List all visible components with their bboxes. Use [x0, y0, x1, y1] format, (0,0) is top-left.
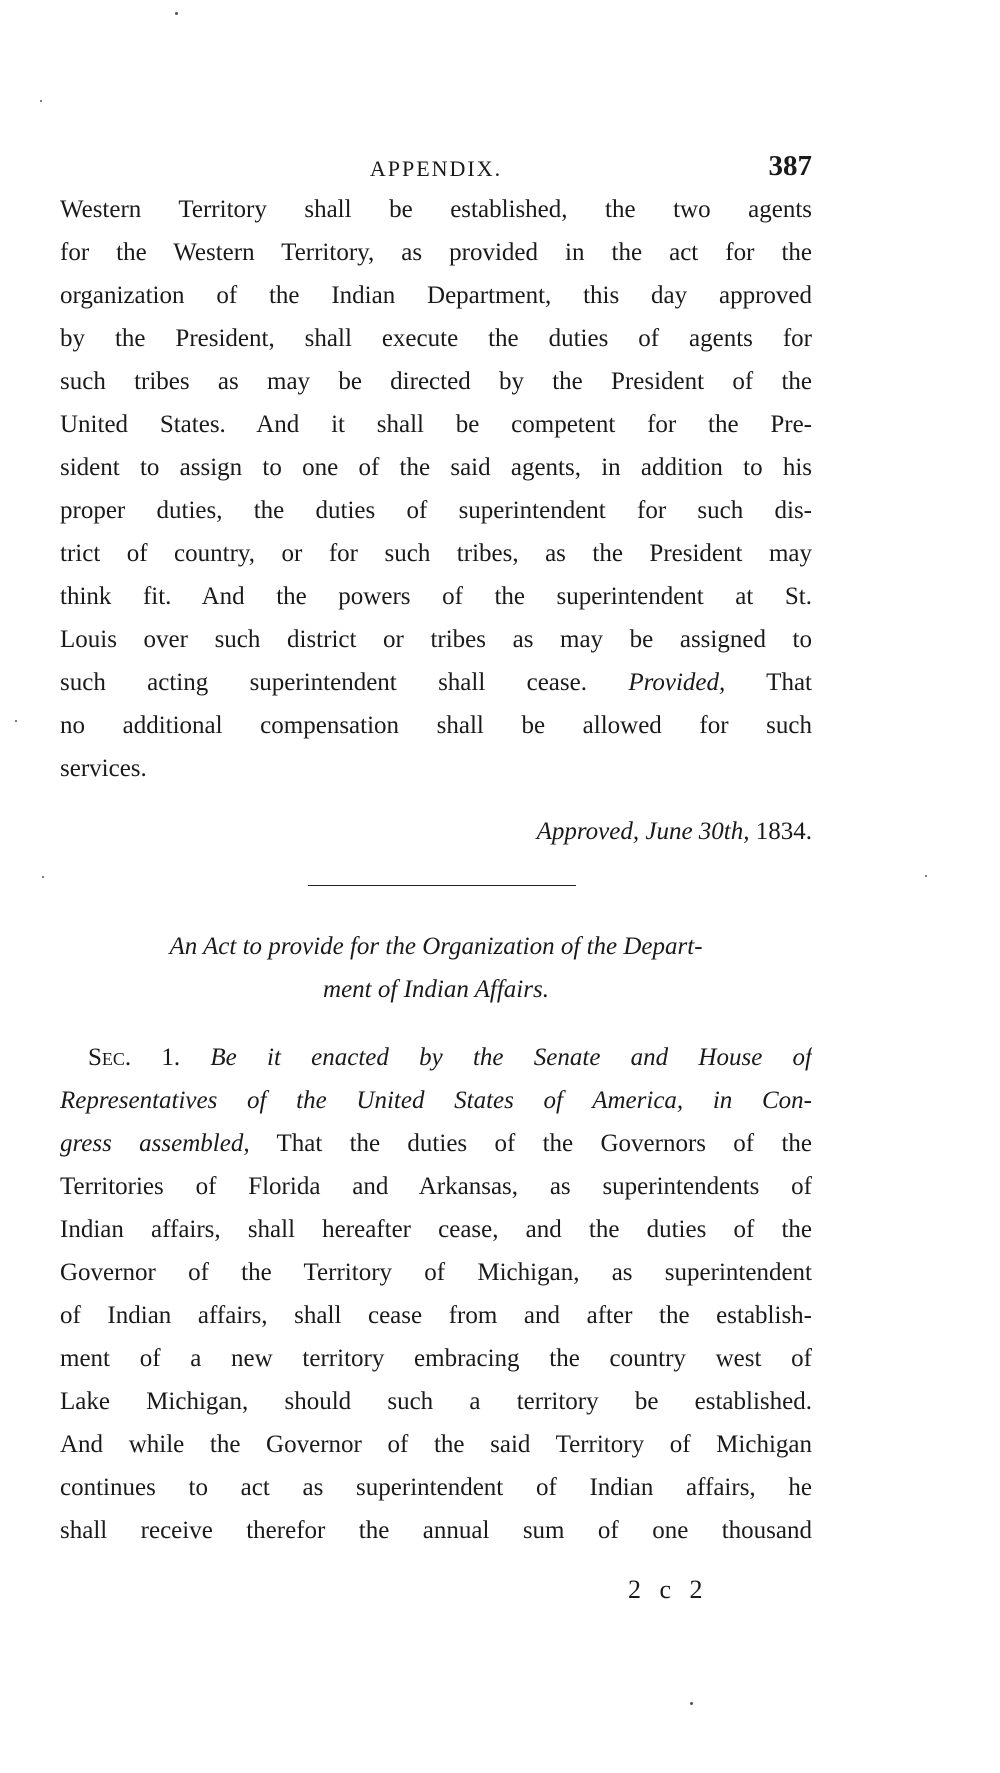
page-number: 387 [768, 150, 812, 182]
text-line: by the President, shall execute the duties of agents for [60, 325, 812, 352]
paper-speck [40, 100, 42, 102]
text-line: And while the Governor of the said Territory of Michigan [60, 1431, 812, 1458]
continuation-paragraph [60, 188, 812, 790]
enacting-clause: gress assembled, [60, 1130, 250, 1157]
section-label: Sec. 1. [88, 1044, 181, 1071]
text-line: for the Western Territory, as provided in the act for the [60, 239, 812, 266]
running-head: APPENDIX. [369, 156, 503, 181]
paper-speck [925, 875, 927, 877]
text-line: Representatives of the United States of America, in Con- [60, 1087, 812, 1114]
act-title-line: An Act to provide for the Organization of the Depart- [169, 933, 703, 960]
enacting-clause: Be it enacted by the Senate and House of [210, 1044, 812, 1071]
text-line: United States. And it shall be competent for the Pre- [60, 411, 812, 438]
text-line-section-opening [60, 1036, 812, 1079]
text-line: proper duties, the duties of superintendent for such dis- [60, 497, 812, 524]
text-line: sident to assign to one of the said agents, in addition to his [60, 454, 812, 481]
text-line: trict of country, or for such tribes, as the President may [60, 540, 812, 567]
page-header [60, 150, 812, 184]
text-line: Western Territory shall be established, the two agents [60, 196, 812, 223]
section-1-paragraph [60, 1036, 812, 1552]
text-line: Indian affairs, shall hereafter cease, and the duties of the [60, 1216, 812, 1243]
text-line: Territories of Florida and Arkansas, as superintendents of [60, 1173, 812, 1200]
text-line: organization of the Indian Department, this day approved [60, 282, 812, 309]
text-line: services. [60, 755, 147, 782]
text-line: shall receive therefor the annual sum of one thousand [60, 1517, 812, 1544]
paper-speck [15, 720, 17, 722]
act-title-line: ment of Indian Affairs. [323, 976, 549, 1003]
paper-speck [175, 12, 178, 15]
text-line: think fit. And the powers of the superintendent at St. [60, 583, 812, 610]
paper-speck [690, 1702, 693, 1705]
text-fragment: such acting superintendent shall cease. [60, 669, 587, 696]
paper-speck [42, 876, 44, 878]
text-line [60, 1122, 812, 1165]
text-line: Louis over such district or tribes as may be assigned to [60, 626, 812, 653]
text-line: no additional compensation shall be allowed for such [60, 712, 812, 739]
text-line: ment of a new territory embracing the country west of [60, 1345, 812, 1372]
approved-year: 1834. [755, 818, 812, 845]
section-divider [308, 885, 576, 886]
text-line: Lake Michigan, should such a territory be established. [60, 1388, 812, 1415]
text-line-proviso [60, 661, 812, 704]
text-fragment: That the duties of the Governors of the [276, 1130, 812, 1157]
approval-date [537, 810, 812, 853]
text-fragment: That [766, 669, 812, 696]
text-line: continues to act as superintendent of Indian affairs, he [60, 1474, 812, 1501]
approved-date: June 30th, [645, 818, 750, 845]
approved-word: Approved, [536, 818, 640, 845]
signature-mark: 2 c 2 [628, 1575, 709, 1604]
provided-italic: Provided, [628, 669, 726, 696]
text-line: of Indian affairs, shall cease from and after the establish- [60, 1302, 812, 1329]
text-line: such tribes as may be directed by the President of the [60, 368, 812, 395]
act-title [60, 925, 812, 1011]
text-line: Governor of the Territory of Michigan, as superintendent [60, 1259, 812, 1286]
